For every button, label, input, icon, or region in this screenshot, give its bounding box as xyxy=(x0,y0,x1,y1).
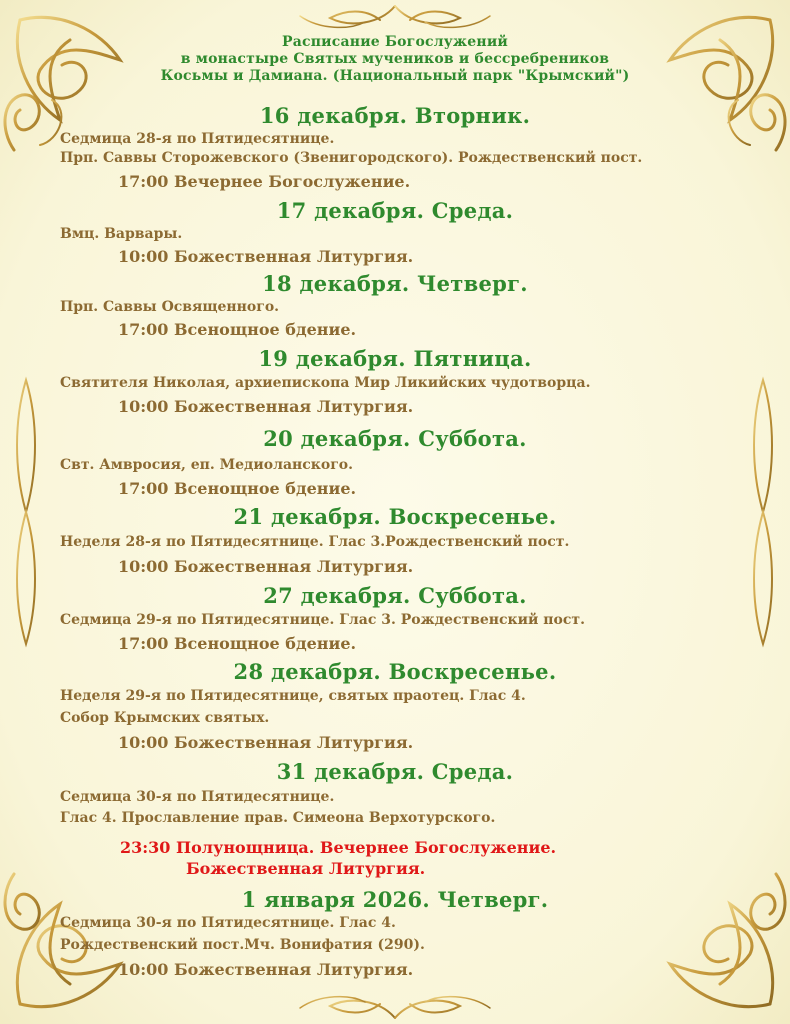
day-note: Седмица 30-я по Пятидесятнице. Глас 4. xyxy=(60,915,396,931)
day-title: 21 декабря. Воскресенье. xyxy=(233,504,557,529)
day-note: Неделя 29-я по Пятидесятнице, святых праотец. Глас 4. xyxy=(60,688,526,704)
day-note: Седмица 29-я по Пятидесятнице. Глас 3. Рождественский пост. xyxy=(60,612,585,628)
special-service-liturgy: Божественная Литургия. xyxy=(186,859,426,878)
day-title: 27 декабря. Суббота. xyxy=(263,583,527,608)
day-title: 1 января 2026. Четверг. xyxy=(241,887,549,912)
day-title: 18 декабря. Четверг. xyxy=(262,271,528,296)
day-note: Рождественский пост.Мч. Вонифатия (290). xyxy=(60,937,425,953)
day-title: 28 декабря. Воскресенье. xyxy=(233,659,557,684)
day-title: 17 декабря. Среда. xyxy=(276,198,514,223)
special-service-time: 23:30 Полунощница. Вечернее Богослужение. xyxy=(120,838,557,857)
day-note: Прп. Саввы Освященного. xyxy=(60,299,280,315)
day-note: Свт. Амвросия, еп. Медиоланского. xyxy=(60,457,354,473)
service-time: 17:00 Всенощное бдение. xyxy=(118,320,357,339)
day-title: 20 декабря. Суббота. xyxy=(263,426,527,451)
header-subtitle-2: Косьмы и Дамиана. (Национальный парк "Крымский") xyxy=(160,68,630,84)
day-note: Неделя 28-я по Пятидесятнице. Глас 3.Рождественский пост. xyxy=(60,534,570,550)
service-time: 10:00 Божественная Литургия. xyxy=(118,397,414,416)
day-note: Седмица 30-я по Пятидесятнице. xyxy=(60,789,335,805)
day-note: Седмица 28-я по Пятидесятнице. xyxy=(60,131,335,147)
day-note: Прп. Саввы Сторожевского (Звенигородского). Рождественский пост. xyxy=(60,150,643,166)
service-time: 10:00 Божественная Литургия. xyxy=(118,733,414,752)
service-time: 10:00 Божественная Литургия. xyxy=(118,557,414,576)
service-time: 10:00 Божественная Литургия. xyxy=(118,960,414,979)
service-time: 17:00 Вечернее Богослужение. xyxy=(118,172,411,191)
service-time: 17:00 Всенощное бдение. xyxy=(118,479,357,498)
header-title: Расписание Богослужений xyxy=(282,34,508,50)
day-note: Вмц. Варвары. xyxy=(60,226,183,242)
service-time: 17:00 Всенощное бдение. xyxy=(118,634,357,653)
day-title: 31 декабря. Среда. xyxy=(276,759,514,784)
day-title: 19 декабря. Пятница. xyxy=(258,346,532,371)
service-time: 10:00 Божественная Литургия. xyxy=(118,247,414,266)
day-title: 16 декабря. Вторник. xyxy=(259,103,531,128)
header-subtitle-1: в монастыре Святых мучеников и бессребреников xyxy=(180,51,610,67)
day-note: Собор Крымских святых. xyxy=(60,710,270,726)
day-note: Святителя Николая, архиепископа Мир Ликийских чудотворца. xyxy=(60,375,591,391)
day-note: Глас 4. Прославление прав. Симеона Верхотурского. xyxy=(60,810,496,826)
